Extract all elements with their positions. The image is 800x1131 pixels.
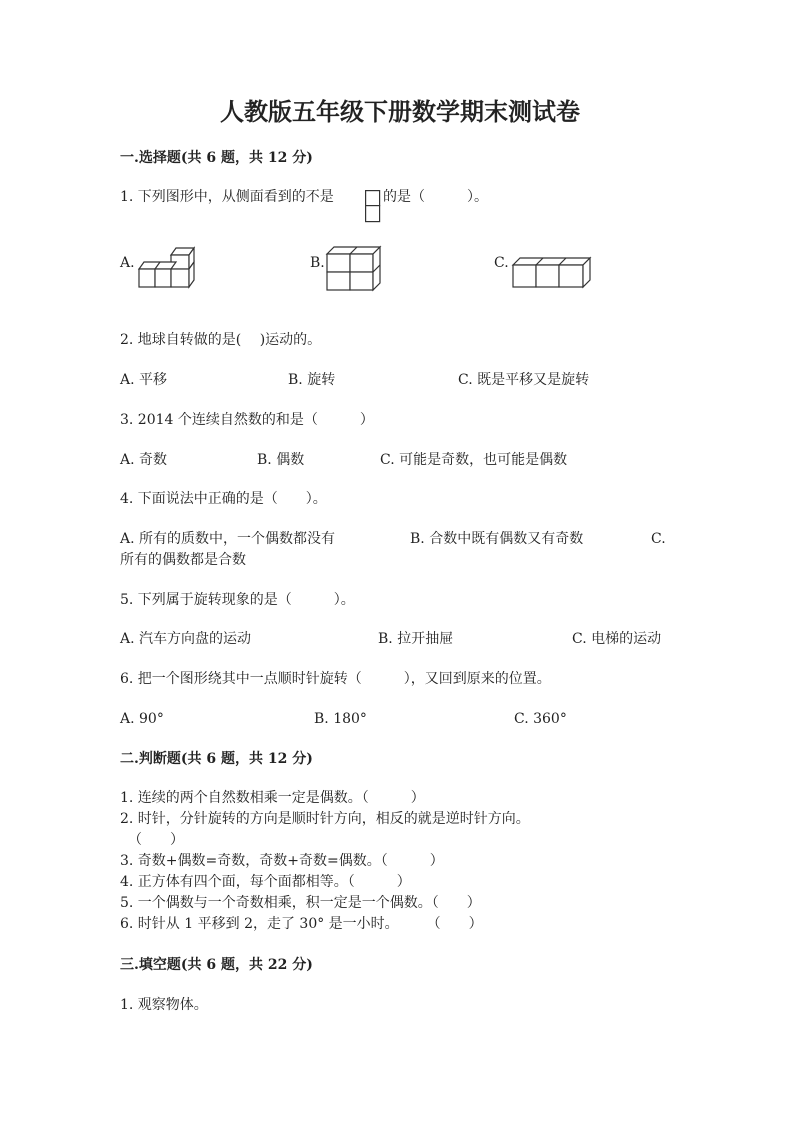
judge-item-3: 3. 奇数+偶数=奇数，奇数+奇数=偶数。（ ） [120,853,444,869]
question-2-option-a: A. 平移 [120,372,168,388]
question-2-stem: 2. 地球自转做的是( )运动的。 [120,332,322,348]
question-3-option-a: A. 奇数 [120,452,168,468]
question-4-option-b: B. 合数中既有偶数又有奇数 [410,531,584,547]
question-1-option-c-label: C. [494,255,509,271]
section-1-heading: 一.选择题(共 6 题，共 12 分) [120,150,313,166]
judge-item-6: 6. 时针从 1 平移到 2，走了 30° 是一小时。 （ ） [120,916,483,932]
section-2-heading: 二.判断题(共 6 题，共 12 分) [120,751,313,767]
question-1-target-figure [365,190,381,224]
question-3-option-c: C. 可能是奇数，也可能是偶数 [380,452,568,468]
judge-item-2: 2. 时针，分针旋转的方向是顺时针方向，相反的就是逆时针方向。 [120,811,530,827]
question-2-option-c: C. 既是平移又是旋转 [458,372,590,388]
judge-item-1: 1. 连续的两个自然数相乘一定是偶数。（ ） [120,790,425,806]
question-1-stem-before: 1. 下列图形中，从侧面看到的不是 [120,189,334,205]
section-3-heading: 三.填空题(共 6 题，共 22 分) [120,957,313,973]
question-6-option-a: A. 90° [120,711,164,727]
question-6-option-c: C. 360° [514,711,567,727]
question-1-option-b-label: B. [310,255,325,271]
question-5-option-b: B. 拉开抽屉 [378,631,454,647]
question-1-option-a-label: A. [120,255,135,271]
question-4-stem: 4. 下面说法中正确的是（ ）。 [120,491,327,507]
question-2-option-b: B. 旋转 [288,372,336,388]
fill-question-1: 1. 观察物体。 [120,997,208,1013]
question-1-stem-after: 的是（ ）。 [383,189,488,205]
question-5-option-a: A. 汽车方向盘的运动 [120,631,252,647]
question-3-option-b: B. 偶数 [257,452,305,468]
question-4-option-c-label: C. [651,531,666,547]
option-a-cube-figure [138,247,196,289]
judge-item-5: 5. 一个偶数与一个奇数相乘，积一定是一个偶数。（ ） [120,895,481,911]
option-b-cube-figure [326,246,382,292]
question-6-option-b: B. 180° [314,711,367,727]
page-title: 人教版五年级下册数学期末测试卷 [220,97,580,126]
judge-item-2-blank: （ ） [128,832,184,848]
question-6-stem: 6. 把一个图形绕其中一点顺时针旋转（ ），又回到原来的位置。 [120,671,551,687]
question-5-stem: 5. 下列属于旋转现象的是（ ）。 [120,592,355,608]
option-c-cube-figure [512,257,592,289]
question-4-option-c-text: 所有的偶数都是合数 [120,552,246,568]
judge-item-4: 4. 正方体有四个面，每个面都相等。（ ） [120,874,411,890]
question-3-stem: 3. 2014 个连续自然数的和是（ ） [120,412,374,428]
question-5-option-c: C. 电梯的运动 [572,631,662,647]
question-4-option-a: A. 所有的质数中，一个偶数都没有 [120,531,336,547]
